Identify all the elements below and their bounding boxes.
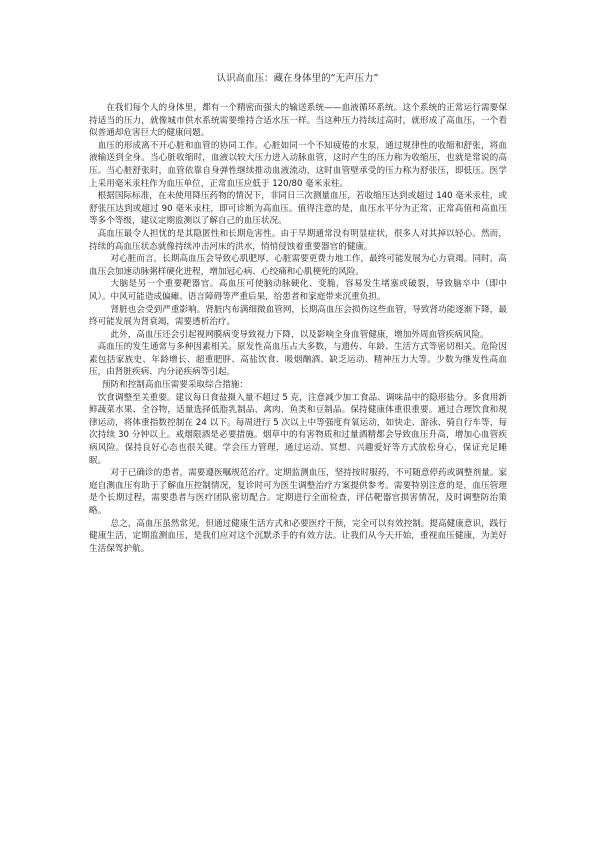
paragraph-lifestyle-measures: 饮食调整至关重要。建议每日食盐摄入量不超过 5 克，注意减少加工食品、调味品中的隐形盐分。多食用新鲜蔬菜水果、全谷物，适量选择低脂乳制品、禽肉、鱼类和豆制品。保持健康体重很重要。通过合理饮食和规律运动，将体重指数控制在 24 以下。每周进行 5 次以上中等强度有氧运动，如快走、游泳、骑自行车等，每次持续 30 分钟以上。戒烟限酒是必要措施。烟草中的有害物质和过量酒精都会导致血压升高，增加心血管疾病风险。保持良好心态也很关键。学会压力管理，通过运动、冥想、兴趣爱好等方式放松身心，保证充足睡眠。 [89,392,507,466]
paragraph-diagnosis-standard: 根据国际标准，在未使用降压药物的情况下，非同日三次测量血压，若收缩压达到或超过 140 毫米汞柱，或舒张压达到或超过 90 毫米汞柱，即可诊断为高血压。值得注意的是，血压水平分为正常、正常高值和高血压等多个等级，建议定期监测以了解自己的血压状况。 [89,191,507,227]
paragraph-causes: 高血压的发生通常与多种因素相关。原发性高血压占大多数，与遗传、年龄、生活方式等密切相关。危险因素包括家族史、年龄增长、超重肥胖、高盐饮食、吸烟酗酒、缺乏运动、精神压力大等。少数为继发性高血压，由肾脏疾病、内分泌疾病等引起。 [89,342,507,378]
paragraph-conclusion: 总之，高血压虽然常见，但通过健康生活方式和必要医疗干预，完全可以有效控制。提高健康意识，践行健康生活，定期监测血压，是我们应对这个沉默杀手的有效方法。让我们从今天开始，重视血压健康，为美好生活保驾护航。 [89,518,507,554]
paragraph-kidney: 肾脏也会受到严重影响。肾脏内布满细微血管网，长期高血压会损伤这些血管，导致肾功能逐渐下降，最终可能发展为肾衰竭，需要透析治疗。 [89,304,507,328]
paragraph-intro: 在我们每个人的身体里，都有一个精密而强大的输送系统——血液循环系统。这个系统的正常运行需要保持适当的压力，就像城市供水系统需要维持合适水压一样。当这种压力持续过高时，就形成了高血压，一个看似普通却危害巨大的健康问题。 [89,103,507,139]
paragraph-other-damage: 此外，高血压还会引起视网膜病变导致视力下降，以及影响全身血管健康，增加外周血管疾病风险。 [110,329,489,340]
document-body [89,102,507,555]
paragraph-heart: 对心脏而言，长期高血压会导致心肌肥厚，心脏需要更费力地工作，最终可能发展为心力衰竭。同时，高血压会加速动脉粥样硬化进程，增加冠心病、心绞痛和心肌梗死的风险。 [89,254,507,277]
paragraph-prevention-intro: 预防和控制高血压需要采取综合措施： [101,380,248,391]
document-title: 认识高血压：藏在身体里的“无声压力” [216,73,379,84]
paragraph-blood-pressure-formation: 血压的形成离不开心脏和血管的协同工作。心脏如同一个不知疲倦的水泵，通过规律性的收缩和舒张，将血液输送到全身。当心脏收缩时，血液以较大压力进入动脉血管，这时产生的压力称为收缩压，也就是常说的高压。当心脏舒张时，血管依靠自身弹性继续推动血液流动，这时血管壁承受的压力称为舒张压，即低压。医学上采用毫米汞柱作为血压单位，正常血压应低于 120/80 毫米汞柱。 [89,140,507,189]
paragraph-treatment: 对于已确诊的患者，需要遵医嘱规范治疗。定期监测血压，坚持按时服药，不可随意停药或调整剂量。家庭自测血压有助于了解血压控制情况，复诊时可为医生调整治疗方案提供参考。需要特别注意的是，血压管理是个长期过程，需要患者与医疗团队密切配合。定期进行全面检查，评估靶器官损害情况，及时调整防治策略。 [89,468,507,516]
paragraph-hidden-danger: 高血压最令人担忧的是其隐匿性和长期危害性。由于早期通常没有明显症状，很多人对其掉以轻心。然而，持续的高血压状态就像持续冲击河床的洪水，悄悄侵蚀着重要器官的健康。 [89,228,507,252]
paragraph-brain: 大脑是另一个重要靶器官。高血压可使脑动脉硬化、变脆，容易发生堵塞或破裂，导致脑卒中（即中风）。中风可能造成偏瘫、语言障碍等严重后果，给患者和家庭带来沉重负担。 [89,279,507,302]
